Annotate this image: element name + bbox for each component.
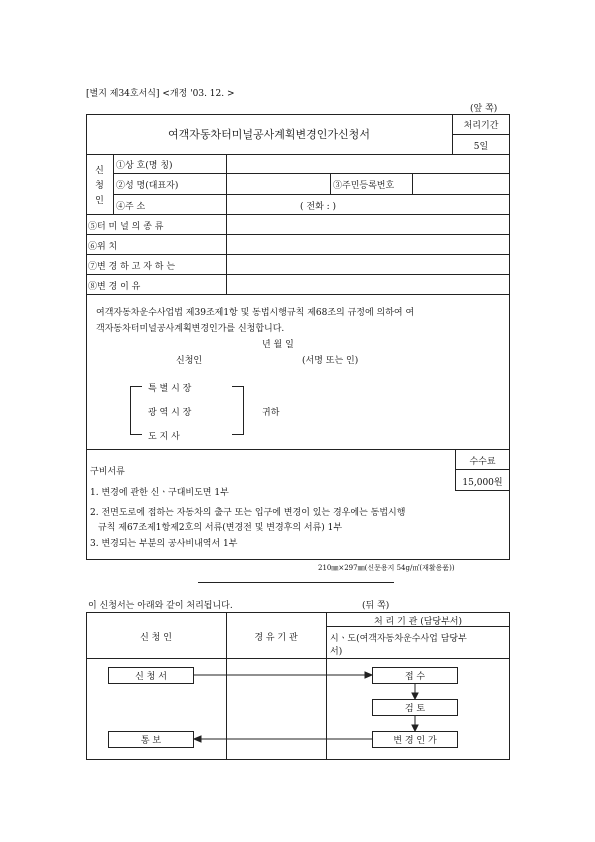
addressee-suffix: 귀하 (262, 408, 280, 418)
arrow-head-notice (194, 736, 201, 742)
flow-box-notification: 통 보 (108, 731, 194, 748)
signature-mark: (서명 또는 인) (302, 356, 359, 366)
arrow-head-review (412, 693, 418, 699)
change-reason-label: ⑧변 경 이 유 (88, 282, 141, 292)
arrow-head-receive (365, 672, 372, 678)
applicant-label-1: 신 (95, 166, 104, 176)
flow-col-processor-sub-2: 서) (330, 647, 343, 657)
arrow-head-approve (412, 725, 418, 731)
company-name-label: ①상 호(명 칭) (116, 161, 173, 171)
form-reference: [별지 제34호서식] <개정 '03. 12. > (86, 89, 235, 99)
authority-province: 도 지 사 (148, 432, 180, 442)
documents-item-3: 3. 변경되는 부분의 공사비내역서 1부 (90, 539, 238, 549)
statement-line-1: 여객자동차운수사업법 제39조제1항 및 동법시행규칙 제68조의 규정에 의하여 여 (96, 308, 415, 318)
flow-box-application: 신 청 서 (108, 667, 194, 684)
flow-col-intermediary: 경 유 기 관 (254, 633, 298, 643)
flow-col-applicant: 신 청 인 (140, 633, 172, 643)
authority-special-city: 특 별 시 장 (148, 384, 192, 394)
flow-box-approval: 변 경 인 가 (372, 731, 458, 748)
flow-col-processor: 처 리 기 관 (담당부서) (373, 617, 463, 627)
statement-line-2: 객자동차터미널공사계획변경인가를 신청합니다. (96, 324, 285, 334)
flow-col-processor-sub-1: 시ㆍ도(여객자동차운수사업 담당부 (330, 634, 467, 644)
applicant-label-3: 인 (95, 196, 104, 206)
paper-spec: 210㎜×297㎜(신문용지 54g/㎡(재활용품)) (318, 564, 455, 572)
terminal-type-label: ⑤터 미 널 의 종 류 (88, 222, 164, 232)
page-side-label: (앞 쪽) (470, 104, 498, 114)
documents-item-2b: 규칙 제67조제1항제2호의 서류(변경전 및 변경후의 서류) 1부 (98, 523, 343, 533)
applicant-label-2: 청 (95, 181, 104, 191)
signer-label: 신청인 (176, 356, 203, 366)
fee-value: 15,000원 (462, 478, 503, 488)
location-label: ⑥위 치 (88, 242, 118, 252)
flow-box-review: 검 토 (372, 699, 458, 716)
change-item-label: ⑦변 경 하 고 자 하 는 (88, 262, 176, 272)
representative-label: ②성 명(대표자) (116, 181, 179, 191)
flow-intro: 이 신청서는 아래와 같이 처리됩니다. (88, 601, 233, 611)
form-title: 여객자동차터미널공사계획변경인가신청서 (168, 128, 370, 141)
authority-metro-city: 광 역 시 장 (148, 408, 192, 418)
address-label: ④주 소 (116, 202, 146, 212)
resident-number-label: ③주민등록번호 (333, 181, 395, 191)
documents-heading: 구비서류 (90, 467, 125, 477)
statement-date: 년 월 일 (262, 340, 294, 350)
processing-period-value: 5일 (473, 142, 489, 152)
processing-period-label: 처리기간 (463, 121, 499, 131)
documents-item-2a: 2. 전면도로에 접하는 자동차의 출구 또는 입구에 변경이 있는 경우에는 동법시행 (90, 508, 406, 518)
fee-label: 수수료 (469, 457, 496, 467)
flow-side-label: (뒤 쪽) (362, 601, 390, 611)
flow-box-receipt: 접 수 (372, 667, 458, 684)
documents-item-1: 1. 변경에 관한 신ㆍ구대비도면 1부 (90, 488, 229, 498)
phone-label: ( 전화 : ) (300, 202, 337, 212)
